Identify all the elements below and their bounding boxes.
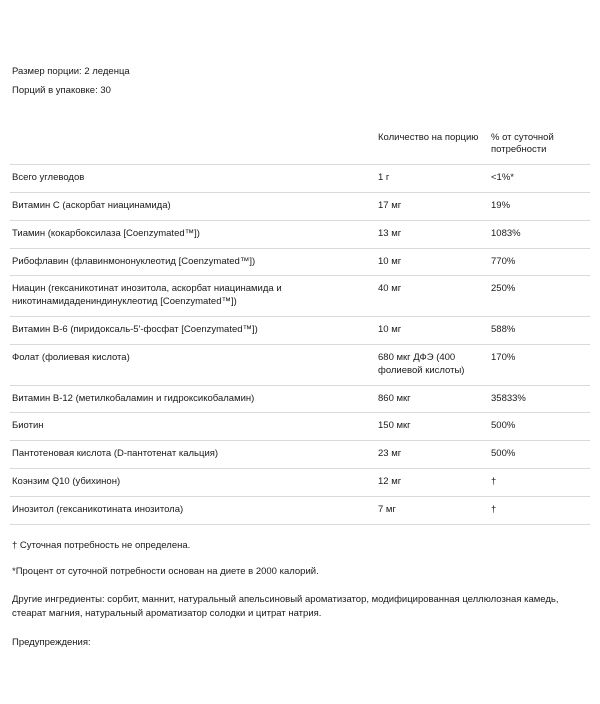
- nutrient-name: Ниацин (гексаникотинат инозитола, аскорбат ниацинамида и никотинамидадениндинуклеотид [Coenzymated™]): [10, 276, 376, 317]
- other-ingredients: Другие ингредиенты: сорбит, маннит, натуральный апельсиновый ароматизатор, модифицированная целлюлозная камедь, стеарат магния, натуральный ароматизатор солодки и цитрат натрия.: [12, 594, 559, 620]
- table-spacer-row: [10, 101, 590, 125]
- nutrient-daily-value: †: [489, 496, 590, 524]
- column-header-daily-value: % от суточной потребности: [489, 125, 590, 165]
- nutrient-amount: 10 мг: [376, 248, 489, 276]
- supplement-facts-block: [10, 0, 590, 704]
- spacer-cell: [10, 101, 376, 125]
- nutrient-name: Витамин B-6 (пиридоксаль-5'-фосфат [Coenzymated™]): [10, 317, 376, 345]
- nutrient-name: Биотин: [10, 413, 376, 441]
- table-row: [10, 220, 590, 248]
- column-header-amount: Количество на порцию: [376, 125, 489, 165]
- nutrient-amount: 10 мг: [376, 317, 489, 345]
- nutrient-name: Пантотеновая кислота (D-пантотенат кальция): [10, 441, 376, 469]
- nutrient-daily-value: 1083%: [489, 220, 590, 248]
- spacer-cell: [376, 101, 489, 125]
- table-row: [10, 317, 590, 345]
- nutrient-name: Всего углеводов: [10, 165, 376, 193]
- nutrient-daily-value: 250%: [489, 276, 590, 317]
- nutrient-name: Тиамин (кокарбоксилаза [Coenzymated™]): [10, 220, 376, 248]
- footnote-dagger: † Суточная потребность не определена.: [12, 539, 191, 551]
- nutrient-name: Рибофлавин (флавинмононуклеотид [Coenzymated™]): [10, 248, 376, 276]
- nutrient-amount: 7 мг: [376, 496, 489, 524]
- table-row: [10, 441, 590, 469]
- nutrient-amount: 17 мг: [376, 193, 489, 221]
- table-header-row: [10, 125, 590, 165]
- warnings-heading: Предупреждения:: [12, 636, 91, 648]
- nutrient-amount: 860 мкг: [376, 385, 489, 413]
- footnotes-section: [10, 539, 590, 650]
- nutrient-amount: 40 мг: [376, 276, 489, 317]
- footnote-asterisk: *Процент от суточной потребности основан на диете в 2000 калорий.: [12, 565, 319, 577]
- supplement-facts-table: [10, 101, 590, 525]
- nutrient-amount: 23 мг: [376, 441, 489, 469]
- table-row: [10, 344, 590, 385]
- nutrient-daily-value: †: [489, 468, 590, 496]
- table-row: [10, 385, 590, 413]
- table-row: [10, 248, 590, 276]
- nutrient-daily-value: 170%: [489, 344, 590, 385]
- nutrient-daily-value: 588%: [489, 317, 590, 345]
- servings-per-container-line: Порций в упаковке: 30: [12, 85, 111, 97]
- table-row: [10, 413, 590, 441]
- nutrient-name: Фолат (фолиевая кислота): [10, 344, 376, 385]
- nutrient-name: Витамин C (аскорбат ниацинамида): [10, 193, 376, 221]
- nutrient-name: Инозитол (гексаникотината инозитола): [10, 496, 376, 524]
- column-header-name: [10, 125, 376, 165]
- nutrient-amount: 13 мг: [376, 220, 489, 248]
- nutrient-amount: 680 мкг ДФЭ (400 фолиевой кислоты): [376, 344, 489, 385]
- nutrient-name: Витамин B-12 (метилкобаламин и гидроксикобаламин): [10, 385, 376, 413]
- table-row: [10, 496, 590, 524]
- table-row: [10, 165, 590, 193]
- serving-size-line: Размер порции: 2 леденца: [12, 66, 130, 77]
- table-row: [10, 468, 590, 496]
- nutrient-amount: 150 мкг: [376, 413, 489, 441]
- nutrient-daily-value: <1%*: [489, 165, 590, 193]
- nutrient-name: Коэнзим Q10 (убихинон): [10, 468, 376, 496]
- nutrient-amount: 12 мг: [376, 468, 489, 496]
- nutrient-amount: 1 г: [376, 165, 489, 193]
- table-row: [10, 276, 590, 317]
- nutrient-daily-value: 500%: [489, 441, 590, 469]
- nutrient-daily-value: 770%: [489, 248, 590, 276]
- spacer-cell: [489, 101, 590, 125]
- nutrient-daily-value: 500%: [489, 413, 590, 441]
- nutrient-daily-value: 35833%: [489, 385, 590, 413]
- nutrient-daily-value: 19%: [489, 193, 590, 221]
- bottom-spacer: [10, 664, 590, 704]
- table-row: [10, 193, 590, 221]
